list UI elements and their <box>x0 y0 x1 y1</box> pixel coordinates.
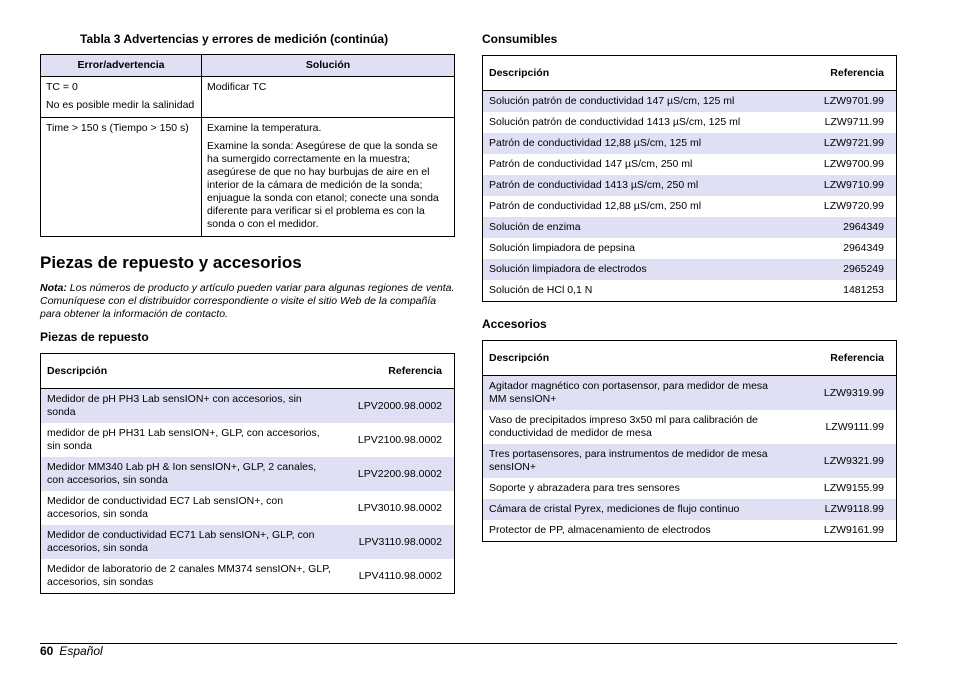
reference-cell: LZW9111.99 <box>825 420 884 433</box>
header-description: Descripción <box>483 56 784 91</box>
table-row <box>483 217 897 238</box>
reference-cell: LZW9155.99 <box>823 482 884 494</box>
header-solution: Solución <box>202 55 455 77</box>
reference-cell: LZW9700.99 <box>823 158 884 170</box>
table-row <box>483 154 897 175</box>
table-row <box>41 118 455 237</box>
right-column <box>482 31 897 542</box>
reference-cell: LPV3110.98.0002 <box>341 525 455 559</box>
reference-cell: 2964349 <box>783 217 897 238</box>
solution-cell <box>202 77 455 118</box>
description-cell: medidor de pH PH31 Lab sensION+, GLP, con accesorios, sin sonda <box>47 427 320 452</box>
table-row <box>41 559 455 594</box>
error-text: No es posible medir la salinidad <box>46 99 195 111</box>
consumables-table <box>482 55 897 302</box>
description-cell: Solución patrón de conductividad 1413 µS/cm, 125 ml <box>489 116 741 128</box>
table-row <box>483 499 897 520</box>
table-row <box>483 112 897 133</box>
reference-cell: LPV2200.98.0002 <box>341 457 455 491</box>
error-cell <box>41 118 202 237</box>
section-title: Piezas de repuesto y accesorios <box>40 253 302 272</box>
description-cell: Solución limpiadora de electrodos <box>483 259 784 280</box>
accessories-table <box>482 340 897 542</box>
solution-cell <box>202 118 455 237</box>
description-cell: Medidor de conductividad EC7 Lab sensION+, con accesorios, sin sonda <box>47 495 284 520</box>
footer-language: Español <box>59 644 103 658</box>
table-row <box>41 457 455 491</box>
table-row <box>483 91 897 113</box>
description-cell: Medidor MM340 Lab pH & Ion sensION+, GLP, 2 canales, con accesorios, sin sonda <box>41 457 342 491</box>
reference-cell: 2965249 <box>783 259 897 280</box>
accessories-title: Accesorios <box>482 317 547 331</box>
header-description: Descripción <box>483 341 784 376</box>
page-footer <box>40 644 103 658</box>
error-table <box>40 54 455 237</box>
note-label: Nota: <box>40 282 67 294</box>
header-reference: Referencia <box>341 354 455 389</box>
reference-cell: LZW9319.99 <box>783 376 897 411</box>
table-row <box>483 133 897 154</box>
table-row <box>483 196 897 217</box>
reference-cell: LZW9711.99 <box>824 116 884 128</box>
reference-cell: LZW9710.99 <box>783 175 897 196</box>
reference-cell: LPV4110.98.0002 <box>358 569 442 582</box>
description-cell: Patrón de conductividad 12,88 µS/cm, 125 ml <box>483 133 784 154</box>
reference-cell: LPV2000.98.0002 <box>341 389 455 424</box>
table-header-row <box>483 341 897 376</box>
reference-cell: LZW9720.99 <box>823 200 884 212</box>
description-cell: Protector de PP, almacenamiento de electrodos <box>489 524 711 536</box>
description-cell: Solución de HCl 0,1 N <box>489 284 593 296</box>
description-cell: Tres portasensores, para instrumentos de medidor de mesa sensION+ <box>483 444 784 478</box>
reference-cell: LZW9321.99 <box>783 444 897 478</box>
error-cell <box>41 77 202 118</box>
solution-text: Examine la sonda: Asegúrese de que la sonda se ha sumergido correctamente en la muestra; asegúrese de que no hay burbujas de aire en el interior de la cámara de medición de la sonda; enjuague la sonda con etanol; conecte una sonda diferente para verificar si el problema es con la sonda o con el medidor. <box>207 140 439 230</box>
error-text: TC = 0 <box>46 81 78 93</box>
description-cell: Patrón de conductividad 12,88 µS/cm, 250 ml <box>489 200 702 212</box>
error-text: Time > 150 s (Tiempo > 150 s) <box>46 122 189 134</box>
table-caption: Tabla 3 Advertencias y errores de medición (continúa) <box>80 32 389 46</box>
description-cell: Patrón de conductividad 147 µS/cm, 250 ml <box>489 158 693 170</box>
reference-cell: LPV3010.98.0002 <box>357 501 442 514</box>
table-row <box>41 423 455 457</box>
reference-cell: LZW9161.99 <box>823 524 884 536</box>
left-column <box>40 31 455 594</box>
table-row <box>483 444 897 478</box>
spare-parts-table <box>40 353 455 594</box>
table-row <box>41 389 455 424</box>
table-row <box>41 525 455 559</box>
description-cell: Soporte y abrazadera para tres sensores <box>489 482 680 494</box>
table-row <box>483 520 897 542</box>
description-cell: Solución limpiadora de pepsina <box>489 242 635 254</box>
note <box>40 282 455 321</box>
table-row <box>483 238 897 259</box>
consumables-title: Consumibles <box>482 32 558 46</box>
description-cell: Vaso de precipitados impreso 3x50 ml para calibración de conductividad de medidor de mesa <box>489 414 758 439</box>
reference-cell: 2964349 <box>843 242 884 254</box>
reference-cell: LPV2100.98.0002 <box>357 433 442 446</box>
table-row <box>41 491 455 525</box>
header-description: Descripción <box>41 354 342 389</box>
table-row <box>483 478 897 499</box>
header-reference: Referencia <box>783 56 897 91</box>
table-row <box>483 376 897 411</box>
description-cell: Patrón de conductividad 1413 µS/cm, 250 ml <box>483 175 784 196</box>
table-header-row <box>483 56 897 91</box>
description-cell: Medidor de conductividad EC71 Lab sensION+, GLP, con accesorios, sin sonda <box>41 525 342 559</box>
reference-cell: 1481253 <box>843 284 884 296</box>
table-row <box>483 175 897 196</box>
description-cell: Cámara de cristal Pyrex, mediciones de flujo continuo <box>483 499 784 520</box>
reference-cell: LZW9721.99 <box>783 133 897 154</box>
solution-text: Examine la temperatura. <box>207 122 322 134</box>
description-cell: Solución de enzima <box>483 217 784 238</box>
table-row <box>41 77 455 118</box>
description-cell: Medidor de pH PH3 Lab sensION+ con accesorios, sin sonda <box>41 389 342 424</box>
solution-text: Modificar TC <box>207 81 267 93</box>
reference-cell: LZW9701.99 <box>783 91 897 113</box>
page-number: 60 <box>40 644 54 658</box>
footer-rule <box>40 643 897 644</box>
table-row <box>483 410 897 444</box>
note-text: Los números de producto y artículo pueden variar para algunas regiones de venta. Comuníquese con el distribuidor correspondiente o visite el sitio Web de la compañía para obtener la información de contacto. <box>40 282 455 320</box>
description-cell: Medidor de laboratorio de 2 canales MM374 sensION+, GLP, accesorios, sin sondas <box>47 563 331 588</box>
table-header-row <box>41 354 455 389</box>
header-reference: Referencia <box>783 341 897 376</box>
error-table-header-row <box>41 55 455 77</box>
description-cell: Agitador magnético con portasensor, para medidor de mesa MM sensION+ <box>483 376 784 411</box>
reference-cell: LZW9118.99 <box>783 499 897 520</box>
table-row <box>483 259 897 280</box>
spare-parts-title: Piezas de repuesto <box>40 330 149 344</box>
header-error: Error/advertencia <box>41 55 202 77</box>
description-cell: Solución patrón de conductividad 147 µS/cm, 125 ml <box>483 91 784 113</box>
table-row <box>483 280 897 302</box>
